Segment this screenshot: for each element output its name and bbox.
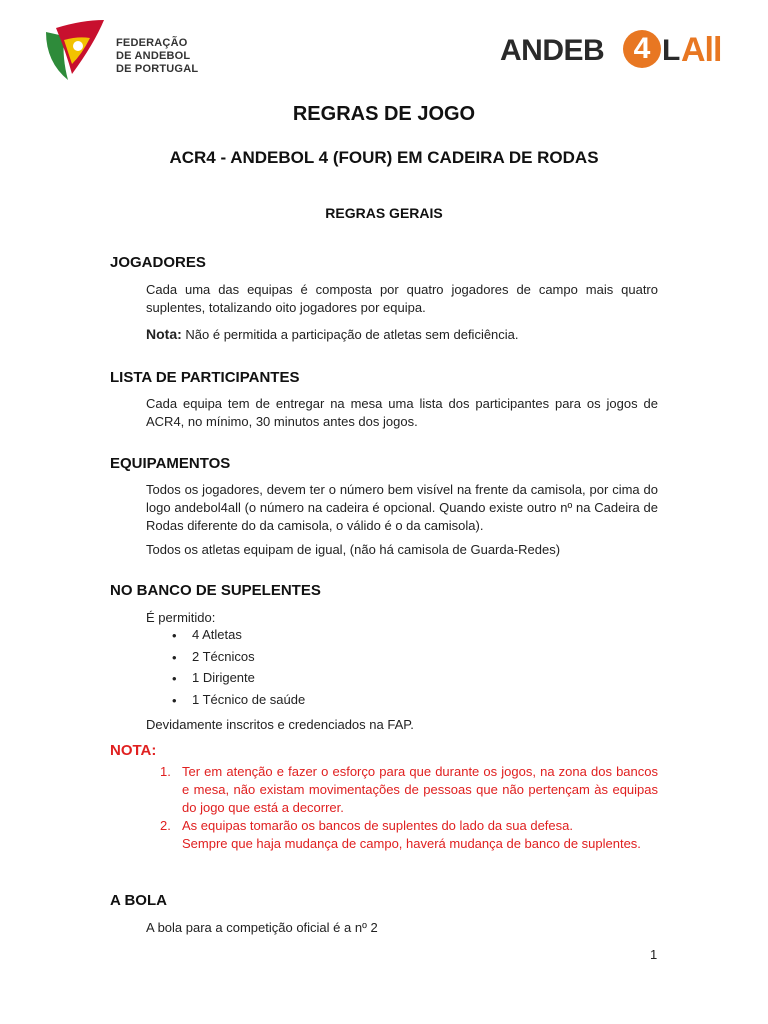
bullet-icon: • — [172, 628, 177, 643]
heading-lista: LISTA DE PARTICIPANTES — [110, 369, 300, 386]
list-item-text: 1 Técnico de saúde — [192, 691, 306, 707]
nota-item-number: 1. — [160, 764, 171, 779]
heading-banco: NO BANCO DE SUPELENTES — [110, 582, 321, 599]
nota-item-text: Ter em atenção e fazer o esforço para que durante os jogos, na zona dos bancos e mesa, não existam movimentações de pessoas que não pertençam às equipas do jogo que está a decorrer. — [182, 764, 658, 815]
nota-list — [160, 763, 658, 853]
brand-four-badge: 4 — [623, 30, 661, 68]
bullet-icon: • — [172, 671, 177, 686]
heading-nota: NOTA: — [110, 742, 157, 759]
federation-line: DE ANDEBOL — [116, 50, 191, 62]
nota-item-text: As equipas tomarão os bancos de suplentes do lado da sua defesa. — [182, 818, 573, 833]
banco-intro: É permitido: — [146, 610, 216, 625]
fap-emblem-icon — [42, 18, 108, 84]
nota-text: Não é permitida a participação de atletas sem deficiência. — [181, 327, 519, 342]
jogadores-text: Cada uma das equipas é composta por quatro jogadores de campo mais quatro suplentes, totalizando oito jogadores por equipa. — [146, 282, 658, 315]
banco-footer: Devidamente inscritos e credenciados na FAP. — [146, 717, 414, 732]
nota-item — [160, 763, 658, 817]
bullet-icon: • — [172, 649, 177, 665]
nota-item — [160, 817, 658, 853]
nota-label: Nota: — [146, 326, 182, 342]
page-subtitle: ACR4 - ANDEBOL 4 (FOUR) EM CADEIRA DE RODAS — [169, 148, 599, 167]
federation-name — [116, 37, 198, 76]
fap-logo — [42, 18, 202, 84]
heading-equipamentos: EQUIPAMENTOS — [110, 455, 231, 472]
brand-word-all: All — [681, 31, 722, 69]
equipamentos-text: Todos os jogadores, devem ter o número bem visível na frente da camisola, por cima do logo andebol4all (o número na cadeira é opcional. Quando existe outro nº na Cadeira de Rodas diferente do da camisola, o válido é o da camisola). — [146, 482, 658, 533]
brand-word: ANDEB — [500, 34, 605, 67]
bullet-icon: • — [172, 692, 177, 708]
brand-word: L — [662, 34, 681, 67]
heading-jogadores: JOGADORES — [110, 254, 206, 271]
heading-bola: A BOLA — [110, 892, 167, 909]
nota-item-number: 2. — [160, 818, 171, 833]
bola-text: A bola para a competição oficial é a nº 2 — [146, 920, 378, 935]
page-title: REGRAS DE JOGO — [292, 103, 476, 125]
equipamentos-text-2: Todos os atletas equipam de igual, (não há camisola de Guarda-Redes) — [146, 542, 561, 557]
andebol4all-logo — [500, 28, 730, 74]
nota-item-text-2: Sempre que haja mudança de campo, haverá mudança de banco de suplentes. — [182, 836, 641, 851]
section-title: REGRAS GERAIS — [325, 205, 443, 221]
federation-line: DE PORTUGAL — [116, 63, 199, 75]
jogadores-nota — [146, 325, 658, 344]
lista-text: Cada equipa tem de entregar na mesa uma lista dos participantes para os jogos de ACR4, no mínimo, 30 minutos antes dos jogos. — [146, 396, 658, 429]
page-number: 1 — [650, 947, 658, 962]
list-item-text: 4 Atletas — [192, 627, 242, 642]
federation-line: FEDERAÇÃO — [116, 37, 188, 49]
list-item-text: 2 Técnicos — [192, 648, 255, 664]
list-item-text: 1 Dirigente — [192, 670, 255, 685]
